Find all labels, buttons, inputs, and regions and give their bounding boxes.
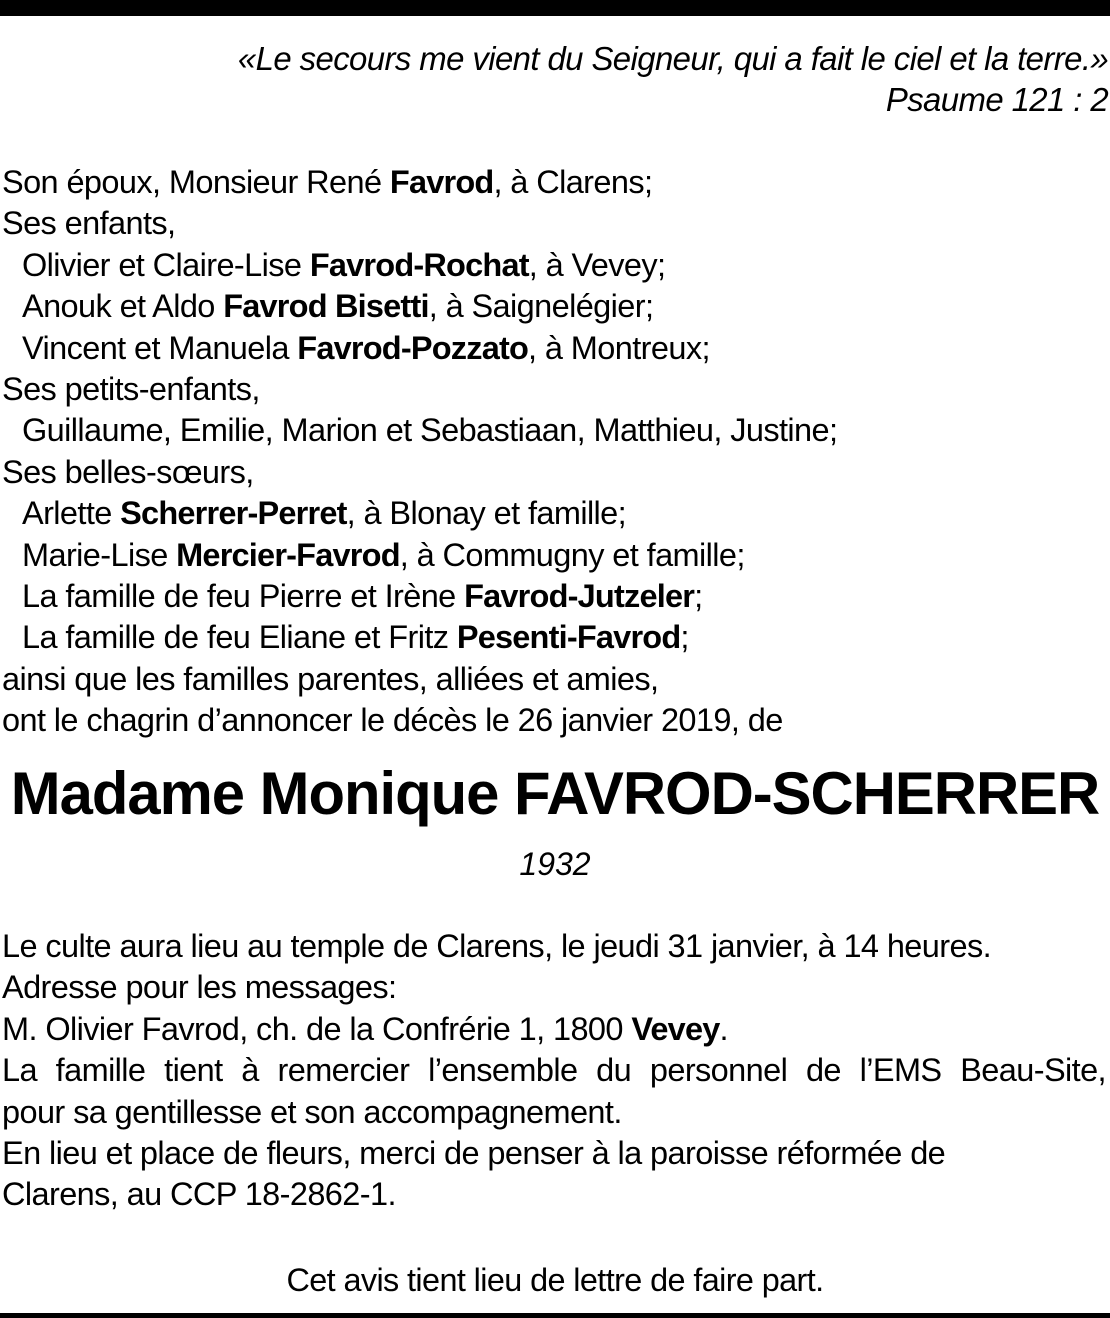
birth-year: 1932: [519, 846, 591, 882]
children-heading: Ses enfants,: [2, 205, 176, 242]
child-line: [2, 286, 837, 327]
quote-text: «Le secours me vient du Seigneur, qui a fait le ciel et la terre.»: [237, 40, 1108, 77]
family-list: [2, 162, 837, 742]
quote-reference: Psaume 121 : 2: [885, 81, 1108, 118]
child-line: [2, 245, 837, 286]
relative-post: ;: [680, 619, 689, 656]
child-post: , à Vevey;: [528, 246, 666, 283]
closing-note: Cet avis tient lieu de lettre de faire part.: [286, 1262, 824, 1298]
sister-in-law-line: [2, 617, 837, 658]
relative-pre: Arlette: [22, 495, 121, 532]
sisters-in-law-heading: Ses belles-sœurs,: [2, 453, 254, 490]
relative-post: ;: [694, 578, 703, 615]
top-rule: [0, 0, 1110, 16]
relative-name: Favrod-Jutzeler: [464, 578, 695, 615]
child-pre: Olivier et Claire-Lise: [22, 246, 310, 283]
grandchildren-heading: Ses petits-enfants,: [2, 371, 260, 408]
announcement-line: ont le chagrin d’annoncer le décès le 26 janvier 2019, de: [2, 702, 783, 739]
address-post: .: [719, 1010, 728, 1047]
flowers-line-2: Clarens, au CCP 18-2862-1.: [2, 1176, 396, 1213]
sister-in-law-line: [2, 576, 837, 617]
child-post: , à Montreux;: [528, 329, 710, 366]
relative-name: Scherrer-Perret: [120, 495, 347, 532]
spouse-line: [2, 162, 837, 203]
relative-post: , à Blonay et famille;: [346, 495, 627, 532]
relative-post: , à Commugny et famille;: [399, 536, 745, 573]
service-line: Le culte aura lieu au temple de Clarens, le jeudi 31 janvier, à 14 heures.: [2, 928, 992, 964]
spouse-pre: Son époux, Monsieur René: [2, 164, 390, 200]
relative-name: Pesenti-Favrod: [456, 619, 681, 656]
address-heading: Adresse pour les messages:: [2, 969, 397, 1006]
child-name: Favrod-Rochat: [309, 246, 529, 283]
child-name: Favrod Bisetti: [223, 288, 429, 325]
spouse-post: , à Clarens;: [493, 164, 653, 200]
address-pre: M. Olivier Favrod, ch. de la Confrérie 1, 1800: [2, 1010, 632, 1047]
sister-in-law-line: [2, 535, 837, 576]
relative-pre: La famille de feu Eliane et Fritz: [22, 619, 457, 656]
child-pre: Vincent et Manuela: [22, 329, 298, 366]
relative-pre: Marie-Lise: [22, 536, 177, 573]
spouse-name: Favrod: [389, 164, 494, 200]
address-city: Vevey: [631, 1010, 720, 1047]
relatives-line: ainsi que les familles parentes, alliées et amies,: [2, 660, 659, 697]
service-info: [2, 926, 1106, 1216]
address-line: [2, 1009, 1106, 1050]
relative-name: Mercier-Favrod: [176, 536, 400, 573]
child-line: [2, 328, 837, 369]
bottom-rule: [0, 1313, 1110, 1318]
child-name: Favrod-Pozzato: [297, 329, 529, 366]
thanks-line-1: La famille tient à remercier l’ensemble du personnel de l’EMS Beau-Site,: [2, 1052, 1106, 1089]
child-post: , à Saignelégier;: [428, 288, 654, 325]
relative-pre: La famille de feu Pierre et Irène: [22, 578, 465, 615]
flowers-line-1: En lieu et place de fleurs, merci de penser à la paroisse réformée de: [2, 1135, 946, 1172]
deceased-name: Madame Monique FAVROD-SCHERRER: [10, 760, 1100, 827]
child-pre: Anouk et Aldo: [22, 288, 224, 325]
sister-in-law-line: [2, 493, 837, 534]
bible-quote: [236, 38, 1108, 120]
grandchildren-names: Guillaume, Emilie, Marion et Sebastiaan, Matthieu, Justine;: [22, 412, 838, 449]
thanks-line-2: pour sa gentillesse et son accompagnement.: [2, 1093, 622, 1130]
